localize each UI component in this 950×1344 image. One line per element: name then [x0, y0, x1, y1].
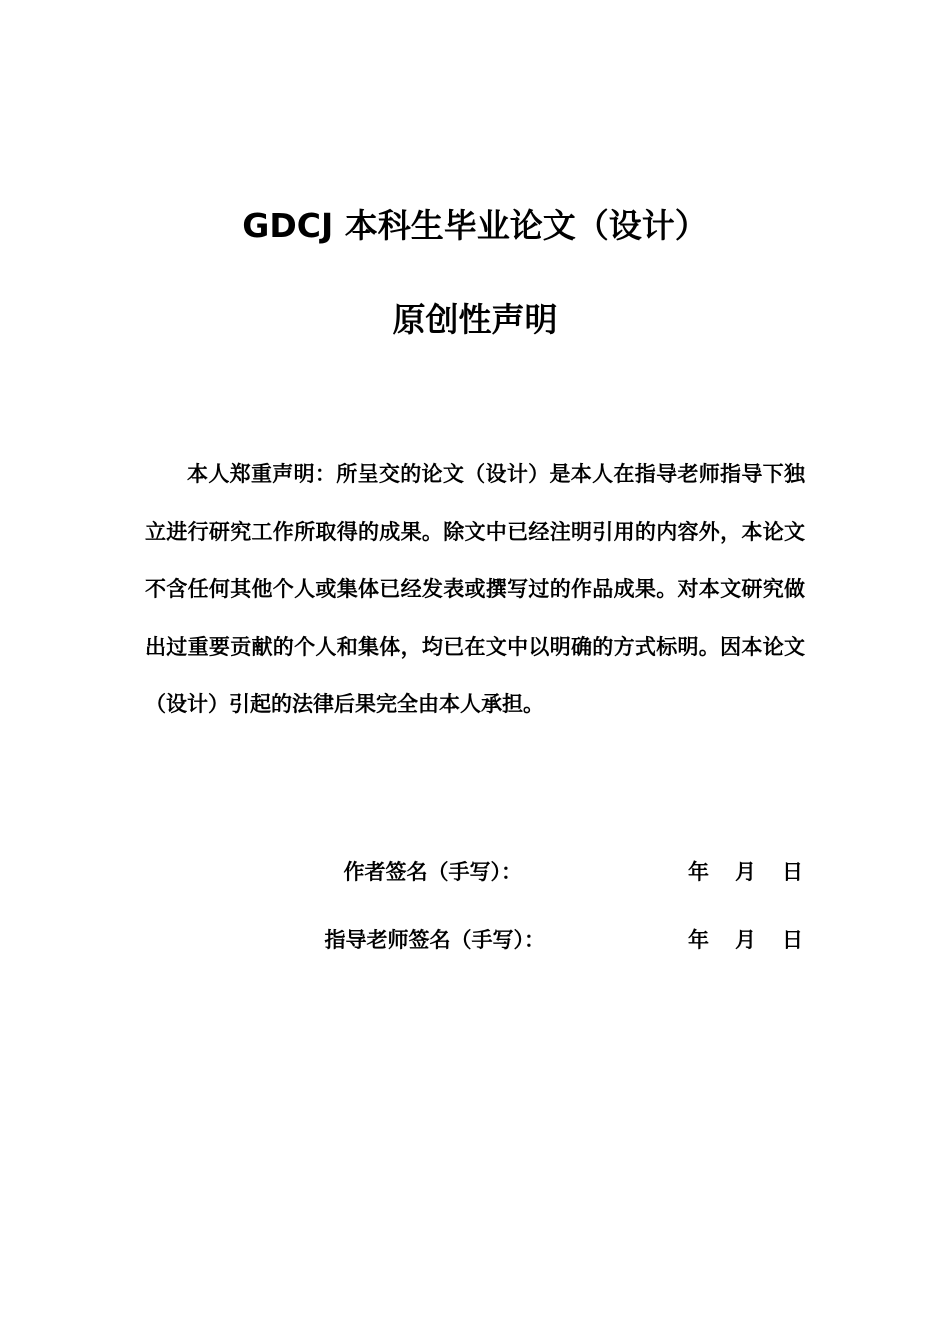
author-date-day: 日 — [782, 860, 803, 884]
author-date — [688, 857, 803, 887]
advisor-signature-label: 指导老师签名（手写）： — [324, 928, 545, 952]
author-date-month: 月 — [735, 860, 756, 884]
author-date-row — [0, 857, 950, 887]
advisor-date — [688, 925, 803, 955]
author-signature-label: 作者签名（手写）： — [343, 860, 522, 884]
advisor-date-month: 月 — [735, 928, 756, 952]
document-subtitle: 原创性声明 — [392, 300, 558, 339]
author-date-year: 年 — [688, 860, 709, 884]
advisor-date-day: 日 — [782, 928, 803, 952]
advisor-date-year: 年 — [688, 928, 709, 952]
advisor-date-row — [0, 925, 950, 955]
statement-paragraph: 本人郑重声明：所呈交的论文（设计）是本人在指导老师指导下独立进行研究工作所取得的成果。除文中已经注明引用的内容外，本论文不含任何其他个人或集体已经发表或撰写过的作品成果。对本文研究做出过重要贡献的个人和集体，均已在文中以明确的方式标明。因本论文（设计）引起的法律后果完全由本人承担。 — [145, 462, 805, 716]
document-title: GDCJ 本科生毕业论文（设计） — [242, 206, 708, 245]
